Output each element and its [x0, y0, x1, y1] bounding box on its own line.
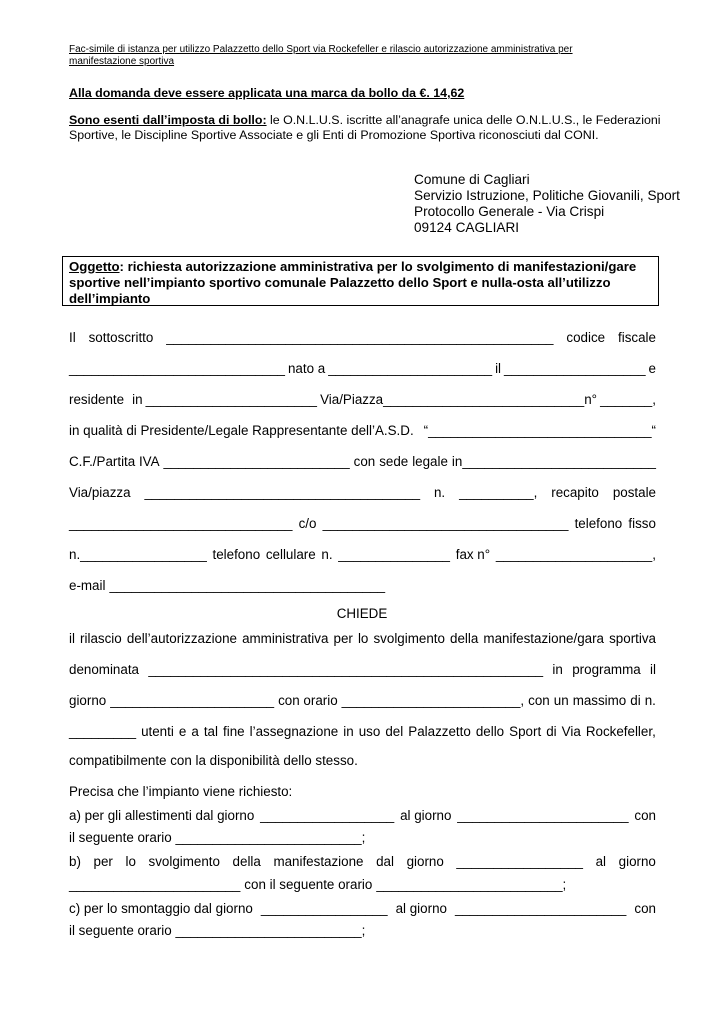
form-text: giorno — [406, 854, 444, 869]
email-field[interactable]: _____________________________________ — [109, 578, 386, 593]
form-text: del — [385, 724, 404, 739]
form-text: al giorno — [400, 808, 452, 823]
doc-header-line-2: manifestazione sportiva — [69, 56, 175, 67]
request-row-3 — [69, 693, 656, 708]
setup-to-date-field[interactable]: _______________________ — [457, 808, 629, 823]
form-text: il — [69, 631, 75, 646]
form-text: manifestazione/gara — [483, 631, 605, 646]
precisa-a-row-2[interactable]: il seguente orario _________________________; — [69, 830, 366, 845]
subject-line-3: dell’impianto — [69, 291, 151, 306]
precisa-b-row-1 — [69, 854, 656, 869]
precisa-c-row-2[interactable]: il seguente orario _________________________; — [69, 923, 366, 938]
name-field[interactable]: ____________________________________________________ — [166, 330, 554, 345]
form-text: in — [343, 724, 354, 739]
form-text: sede — [379, 454, 409, 469]
form-text: manifestazione — [273, 854, 364, 869]
event-name-field[interactable]: _____________________________________________________ — [148, 662, 544, 677]
form-text: Via/piazza — [69, 485, 131, 500]
form-text: Il — [69, 330, 76, 345]
form-text: codice — [566, 330, 606, 345]
form-text: massimo — [572, 693, 627, 708]
form-text: il — [495, 361, 502, 376]
recipient-line-4: 09124 CAGLIARI — [414, 220, 520, 235]
event-from-date-field[interactable]: _________________ — [456, 854, 584, 869]
form-text: un — [553, 693, 569, 708]
form-text: residente — [69, 392, 125, 407]
form-row-qualita — [69, 423, 656, 438]
form-text: dell’autorizzazione — [126, 631, 237, 646]
subject-label: Oggetto — [69, 259, 120, 274]
form-text: nato a — [287, 361, 326, 376]
form-text: della — [232, 854, 261, 869]
phone-field[interactable]: n._________________ — [69, 547, 207, 562]
form-text: dal — [376, 854, 394, 869]
form-text: rilascio — [80, 631, 122, 646]
form-text: Via — [561, 724, 581, 739]
form-row-via — [69, 485, 656, 500]
form-text: lo — [125, 854, 136, 869]
form-text: di — [630, 693, 641, 708]
form-text: amministrativa — [242, 631, 329, 646]
subject-line-1 — [69, 259, 652, 275]
form-text: Via/Piazza — [320, 392, 384, 407]
form-text: per — [333, 631, 353, 646]
event-to-date-field[interactable]: _______________________ — [69, 877, 241, 892]
form-text: in — [132, 392, 143, 407]
form-row-email — [69, 578, 656, 593]
form-row-residente — [69, 392, 656, 407]
fax-field[interactable]: _____________________, — [495, 547, 656, 562]
form-text: il — [650, 662, 656, 677]
residence-street-field[interactable]: ___________________________ — [383, 392, 585, 407]
form-row-cf — [69, 454, 656, 469]
form-text: n° — [584, 392, 597, 407]
form-text: c/o — [298, 516, 317, 531]
form-text: con — [634, 901, 656, 916]
subject-text-1: : richiesta autorizzazione amministrativa per lo svolgimento di manifestazioni/gare — [119, 259, 637, 274]
form-text: Palazzetto — [408, 724, 471, 739]
form-text: fax n° — [455, 547, 491, 562]
form-text: e — [178, 724, 187, 739]
form-text: l’assegnazione — [249, 724, 339, 739]
form-text: con il seguente orario — [244, 877, 373, 892]
subject-box — [62, 256, 659, 306]
form-text: dello — [475, 724, 505, 739]
form-text: a) per gli allestimenti dal giorno — [69, 808, 255, 823]
form-row-sottoscritto — [69, 330, 656, 345]
doc-header-line-1: Fac-simile di istanza per utilizzo Palazzetto dello Sport via Rockefeller e rilascio autorizzazione amministrativa per — [69, 44, 573, 55]
form-text: denominata — [69, 662, 139, 677]
residence-number-field[interactable]: _______, — [600, 392, 656, 407]
birthplace-field[interactable]: ______________________ — [328, 361, 493, 376]
chiede-heading: CHIEDE — [336, 606, 388, 621]
max-users-field[interactable]: _________ — [69, 724, 137, 739]
form-text: uso — [358, 724, 381, 739]
form-text: utenti — [141, 724, 174, 739]
form-text: postale — [612, 485, 656, 500]
form-text: al giorno — [395, 901, 447, 916]
form-text: di — [546, 724, 557, 739]
form-text: programma — [572, 662, 641, 677]
request-row-5: compatibilmente con la disponibilità dello stesso. — [69, 753, 358, 768]
care-of-field[interactable]: _________________________________ — [322, 516, 569, 531]
form-text: tal — [203, 724, 218, 739]
form-text: lo — [357, 631, 369, 646]
form-text: in qualità di Presidente/Legale Rappresentante dell’A.S.D. — [69, 423, 414, 438]
form-text: per — [93, 854, 113, 869]
form-text: n. — [433, 485, 446, 500]
request-row-2 — [69, 662, 656, 677]
birthdate-field[interactable]: ___________________ — [504, 361, 646, 376]
request-row-4 — [69, 724, 656, 739]
form-text: telefono — [574, 516, 623, 531]
form-text: legale — [412, 454, 448, 469]
form-text: n. — [644, 693, 656, 708]
recipient-line-2: Servizio Istruzione, Politiche Giovanili, Sport — [414, 188, 680, 203]
seat-city-field[interactable]: in__________________________ — [451, 454, 656, 469]
subject-line-2: sportive nell’impianto sportivo comunale Palazzetto dello Sport e nulla-osta all’utilizzo — [69, 275, 611, 290]
precisa-intro: Precisa che l’impianto viene richiesto: — [69, 784, 293, 799]
form-text: recapito — [551, 485, 599, 500]
form-text: sportiva — [609, 631, 656, 646]
form-row-telefono — [69, 547, 656, 562]
form-text: con — [634, 808, 656, 823]
form-text: cellulare — [265, 547, 316, 562]
asd-name-field[interactable]: “______________________________“ — [423, 423, 656, 438]
recipient-line-3: Protocollo Generale - Via Crispi — [414, 204, 605, 219]
form-text: n. — [321, 547, 333, 562]
form-text: C.F./Partita IVA — [69, 454, 160, 469]
form-text: fine — [223, 724, 245, 739]
seat-number-field[interactable]: __________, — [459, 485, 538, 500]
form-text: in — [552, 662, 563, 677]
form-text: con orario — [278, 693, 338, 708]
exemption-line-2: Sportive, le Discipline Sportive Associate e gli Enti di Promozione Sportiva riconosciuti dal CONI. — [69, 128, 599, 142]
form-text: telefono — [212, 547, 261, 562]
form-text: giorno — [618, 854, 656, 869]
form-text: e — [648, 361, 656, 376]
exemption-text-1: le O.N.L.U.S. iscritte all’anagrafe unica delle O.N.L.U.S., le Federazioni — [266, 113, 661, 127]
event-hours-field[interactable]: _________________________; — [376, 877, 567, 892]
form-text: Rockefeller, — [585, 724, 656, 739]
exemption-line-1 — [69, 113, 661, 127]
tax-code-field[interactable]: _____________________________ — [69, 361, 285, 376]
form-row-co — [69, 516, 656, 531]
form-text: della — [450, 631, 479, 646]
teardown-from-date-field[interactable]: _________________ — [260, 901, 388, 916]
form-text: a — [191, 724, 199, 739]
form-text: Sport — [509, 724, 542, 739]
residence-city-field[interactable]: _______________________ — [145, 392, 317, 407]
stamp-notice: Alla domanda deve essere applicata una marca da bollo da €. 14,62 — [69, 86, 465, 100]
teardown-to-date-field[interactable]: _______________________ — [455, 901, 627, 916]
form-text: fiscale — [618, 330, 656, 345]
exemption-label: Sono esenti dall’imposta di bollo: — [69, 113, 267, 127]
mobile-field[interactable]: _______________ — [338, 547, 451, 562]
form-text: svolgimento — [373, 631, 445, 646]
form-text: fisso — [628, 516, 656, 531]
precisa-c-row-1 — [69, 901, 656, 916]
setup-from-date-field[interactable]: __________________ — [260, 808, 395, 823]
form-text: sottoscritto — [88, 330, 154, 345]
form-text: giorno — [69, 693, 107, 708]
form-text: con — [528, 693, 550, 708]
vat-field[interactable]: _________________________ — [163, 454, 350, 469]
form-text: e-mail — [69, 578, 106, 593]
precisa-a-row-1 — [69, 808, 656, 823]
request-row-1 — [69, 631, 656, 646]
form-text: b) — [69, 854, 81, 869]
event-time-field[interactable]: ________________________, — [341, 693, 525, 708]
form-row-nato — [69, 361, 656, 376]
recipient-line-1: Comune di Cagliari — [414, 172, 530, 187]
event-date-field[interactable]: ______________________ — [110, 693, 275, 708]
seat-street-field[interactable]: _____________________________________ — [144, 485, 421, 500]
form-text: c) per lo smontaggio dal giorno — [69, 901, 253, 916]
precisa-b-row-2 — [69, 877, 656, 892]
postal-address-field[interactable]: ______________________________ — [69, 516, 293, 531]
form-text: svolgimento — [148, 854, 220, 869]
form-text: con — [353, 454, 376, 469]
form-text: al — [595, 854, 607, 869]
